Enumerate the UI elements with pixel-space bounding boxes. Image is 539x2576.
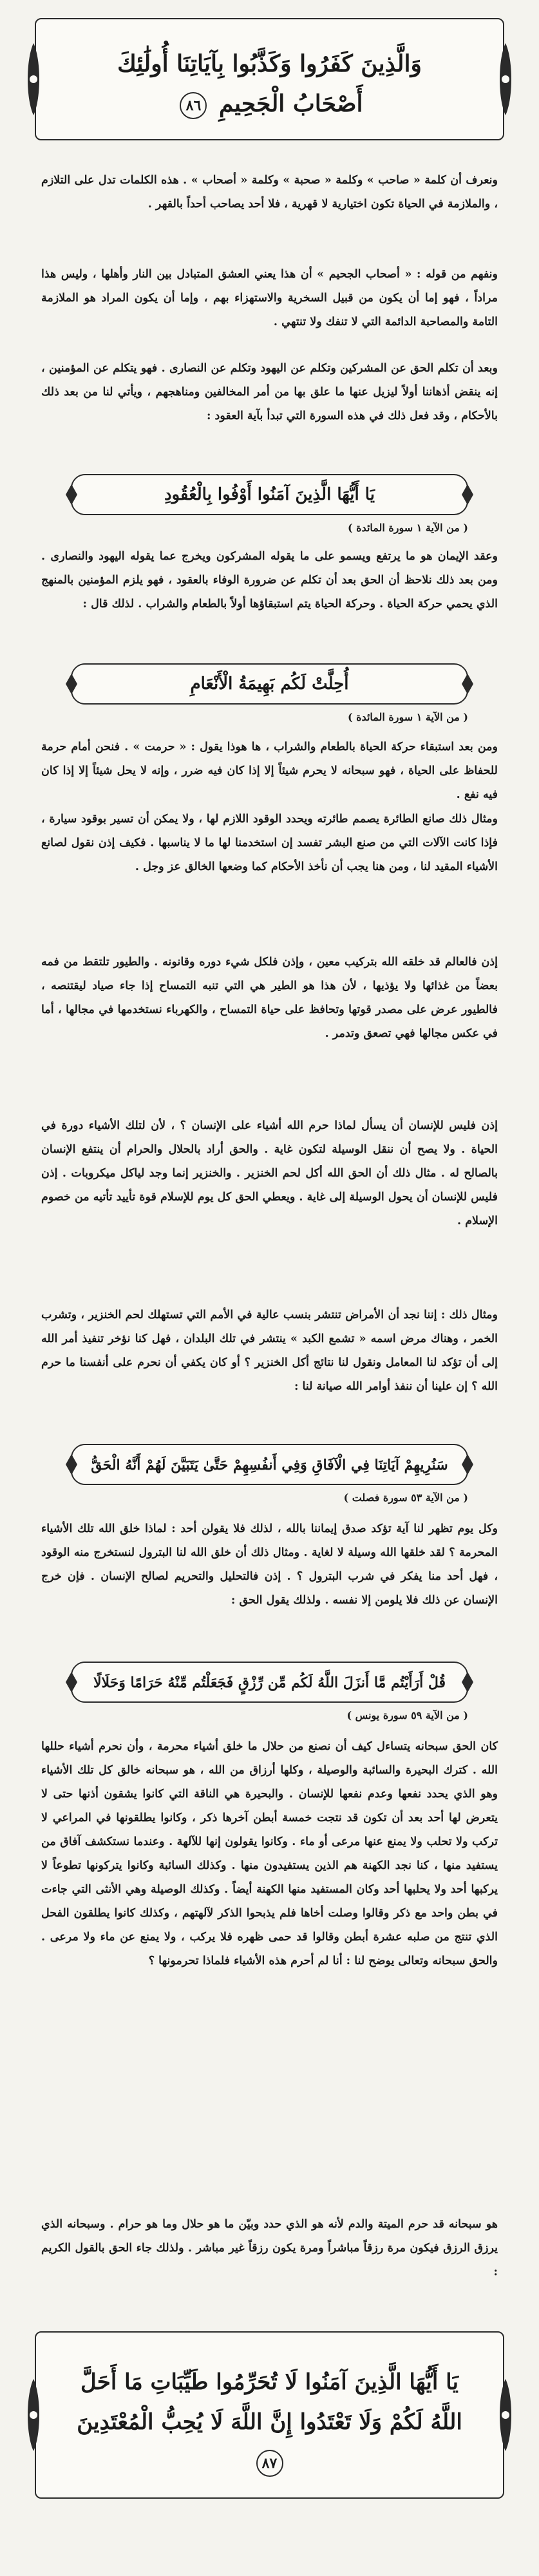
verse-cap-right-icon — [462, 1454, 473, 1475]
inline-verse-4 — [71, 1662, 468, 1703]
paragraph-5: وكل يوم تظهر لنا آية تؤكد صدق إيماننا بالله ، لذلك فلا يقولن أحد : لماذا خلق الله تلك الأشياء المحرمة ؟ لقد خلقها الله وسيلة لا لغاية . ومثال ذلك أن خلق الله لنا البترول لنستخرج منه الوقود ، فهل أحد منا يفكر في شرب البترول ؟ . إذن فالتحليل والتحريم لصالح الإنسان . فإن خرج الإنسان عن ذلك فلا يلومن إلا نفسه . ولذلك يقول الحق : — [41, 1522, 498, 1607]
verse-cap-right-icon — [462, 484, 473, 505]
frame-ornament-right-icon — [494, 2376, 517, 2454]
verse-cap-left-icon — [66, 484, 77, 505]
paragraph-intro-1: ونعرف أن كلمة « صاحب » وكلمة « صحبة » وكلمة « أصحاب » . هذه الكلمات تدل على التلازم ، والملازمة في الحياة تكون اختيارية لا قهرية ، فلا أحد يصاحب أحداً بالقهر . — [41, 174, 498, 211]
top-verse-frame — [35, 18, 504, 140]
bottom-verse-line-2: اللَّهُ لَكُمْ وَلَا تَعْتَدُوا إِنَّ اللَّهَ لَا يُحِبُّ الْمُعْتَدِينَ — [77, 2409, 462, 2435]
verse-cap-left-icon — [66, 1672, 77, 1692]
bottom-verse-line-1: يَا أَيُّهَا الَّذِينَ آمَنُوا لَا تُحَرِّمُوا طَيِّبَاتِ مَا أَحَلَّ — [80, 2369, 459, 2395]
source-2: ( من الآية ١ سورة المائدة ) — [348, 711, 468, 723]
inline-verse-4-text: قُلْ أَرَأَيْتُم مَّا أَنزَلَ اللَّهُ لَكُم مِّن رِّزْقٍ فَجَعَلْتُم مِّنْهُ حَرَامًا وَحَلَالًا — [93, 1674, 446, 1691]
paragraph-6b: هو سبحانه قد حرم الميتة والدم لأنه هو الذي حدد وبيّن ما هو حلال وما هو حرام . وسبحانه الذي يرزق الرزق فيكون مرة رزقاً مباشراً ومرة يكون رزقاً غير مباشر . ولذلك جاء الحق بالقول الكريم : — [41, 2218, 498, 2278]
paragraph-3c: إذن فالعالم قد خلقه الله بتركيب معين ، وإذن فلكل شيء دوره وقانونه . والطيور تلتقط من فمه بعضاً من غذائها ولا يؤذيها ، لأن هذا هو الطير هي التي تنبه التمساح إذا جاء صياد ليقتنصه ، فالطيور عرض على مصدر قوتها وتحافظ على حياة التمساح ، والكهرباء نستخدمها في مجالها ، أما في عكس مجالها فهي تصعق وتدمر . — [41, 956, 498, 1040]
paragraph-4b: ومثال ذلك : إننا نجد أن الأمراض تنتشر بنسب عالية في الأمم التي تستهلك لحم الخنزير ، وتشرب الخمر ، وهناك مرض اسمه « تشمع الكبد » ينتشر في تلك البلدان ، فهل كنا نؤخر تنفيذ أمر الله إلى أن تؤكد لنا المعامل ونقول لنا نتائج أكل الخنزير ؟ أو كان يكفي أن نحرم على أنفسنا ما حرم الله ؟ إن علينا أن ننفذ أوامر الله صيانة لنا : — [41, 1309, 498, 1393]
verse-cap-left-icon — [66, 674, 77, 694]
source-1: ( من الآية ١ سورة المائدة ) — [348, 522, 468, 534]
frame-ornament-right-icon — [494, 41, 517, 118]
inline-verse-1-text: يَا أَيُّهَا الَّذِينَ آمَنُوا أَوْفُوا بِالْعُقُودِ — [164, 485, 375, 504]
paragraph-3a: ومن بعد استبقاء حركة الحياة بالطعام والشراب ، ها هوذا يقول : « حرمت » . فنحن أمام حرمة للحفاظ على الحياة ، فهو سبحانه لا يحرم شيئاً إلا إذا كان فيه ضرر ، وإنه لا يحل شيئاً إلا إذا كان فيه نفع . — [41, 741, 498, 801]
inline-verse-1 — [71, 474, 468, 515]
source-3: ( من الآية ٥٣ سورة فصلت ) — [343, 1492, 468, 1504]
paragraph-intro-2: ونفهم من قوله : « أصحاب الجحيم » أن هذا يعني العشق المتبادل بين النار وأهلها ، وليس هذا مراداً ، فهو إما أن يكون من قبيل السخرية والاستهزاء بهم ، وإما أن يكون المراد هو الملازمة التامة والمصاحبة الدائمة التي لا تنفك ولا تنتهي . — [41, 268, 498, 328]
verse-cap-left-icon — [66, 1454, 77, 1475]
inline-verse-3 — [71, 1444, 468, 1485]
paragraph-6a: كان الحق سبحانه يتساءل كيف أن نصنع من حلال ما خلق أشياء محرمة ، وأن نحرم أشياء حللها الله . كترك البحيرة والسائبة والوصيلة ، وكلها أرزاق من الله ، هو سبحانه خالق كل تلك الأشياء وهو الذي يحدد نفعها وعدم نفعها للإنسان . والبحيرة هي الناقة التي كانوا يشقون أذنها حتى لا يتعرض لها أحد بعد أن تكون قد نتجت خمسة أبطن آخرها ذكر ، وكانوا يطلقونها في المراعي لا تركب ولا تحلب ولا يمنع عنها مرعى أو ماء . وكانوا يقولون إنها للآلهة . وعندما نستكشف آفاق من يستفيد منها ، كنا نجد الكهنة هم الذين يستفيدون منها . وكذلك السائبة وكانوا يتركونها تطوعاً لا يركبها أحد ولا يحلبها أحد وكان المستفيد منها الكهنة أيضاً . وكذلك الوصيلة وهي الأنثى التي جاءت في بطن واحد مع ذكر وقالوا وصلت أخاها فلم يذبحوا الذكر لآلهتهم ، وكذلك كانوا يطلقون الفحل الذي تنتج من صلبه عشرة أبطن وقالوا قد حمى ظهره فلا يركب ، ولا يمنع عن ماء ولا مرعى . والحق سبحانه وتعالى يوضح لنا : أنا لم أحرم هذه الأشياء فلماذا تحرمونها ؟ — [41, 1740, 498, 1967]
top-verse-line-1: وَالَّذِينَ كَفَرُوا وَكَذَّبُوا بِآيَاتِنَا أُولَٰئِكَ — [117, 50, 422, 77]
paragraph-intro-3: وبعد أن تكلم الحق عن المشركين وتكلم عن اليهود وتكلم عن النصارى . فهو يتكلم عن المؤمنين ، إنه ينقض أذهاننا أولاً ليزيل عنها ما علق بها من أمر المخالفين ومناهجهم ، ويأتي لنا من بعد ذلك بالأحكام ، وقد فعل ذلك في هذه السورة التي تبدأ بآية العقود : — [41, 362, 498, 422]
inline-verse-2-text: أُحِلَّتْ لَكُم بَهِيمَةُ الْأَنْعَامِ — [190, 674, 349, 694]
inline-verse-2 — [71, 663, 468, 705]
frame-ornament-left-icon — [22, 2376, 45, 2454]
top-verse-line-2: أَصْحَابُ الْجَحِيمِ — [219, 90, 363, 117]
bottom-verse-frame — [35, 2331, 504, 2499]
paragraph-2: وعقد الإيمان هو ما يرتفع ويسمو على ما يقوله المشركون ويخرج عما يقوله اليهود والنصارى . ومن بعد ذلك نلاحظ أن الحق بعد أن تكلم عن ضرورة الوفاء بالعقود ، فهو يلزم المؤمنين بالمنهج الذي يحمي حركة الحياة . وحركة الحياة يتم استبقاؤها أولاً بالطعام والشراب . لذلك قال : — [41, 550, 498, 611]
source-4: ( من الآية ٥٩ سورة يونس ) — [346, 1709, 468, 1721]
verse-cap-right-icon — [462, 1672, 473, 1692]
frame-ornament-left-icon — [22, 41, 45, 118]
verse-cap-right-icon — [462, 674, 473, 694]
bottom-verse-number: ٨٧ — [256, 2450, 283, 2477]
paragraph-3b: ومثال ذلك صانع الطائرة يصمم طائرته ويحدد الوقود اللازم لها ، ولا يمكن أن تسير بوقود سيارة ، فإذا كانت الآلات التي من صنع البشر تفسد إن استخدمنا لها ما لا يناسبها . فكيف إذن نقول لصانع الأشياء المقيد لنا ، ومن هنا يجب أن نأخذ الأحكام كما وضعها الخالق عز وجل . — [41, 813, 498, 873]
paragraph-4a: إذن فليس للإنسان أن يسأل لماذا حرم الله أشياء على الإنسان ؟ ، لأن لتلك الأشياء دورة في الحياة . ولا يصح أن ننقل الوسيلة لتكون غاية . والحق أراد بالحلال والحرام أن ينتفع الإنسان بالصالح له . مثال ذلك أن الحق الله أكل لحم الخنزير . والخنزير إنما وجد لياكل ميكروبات . إذن فليس للإنسان أن يحول الوسيلة إلى غاية . ويعطي الحق كل يوم للإسلام قوة تأييد تأتيه من خصوم الإسلام . — [41, 1119, 498, 1227]
inline-verse-3-text: سَنُرِيهِمْ آيَاتِنَا فِي الْآفَاقِ وَفِي أَنفُسِهِمْ حَتَّىٰ يَتَبَيَّنَ لَهُمْ أَنَّهُ الْحَقُّ — [91, 1457, 448, 1473]
top-verse-number: ٨٦ — [180, 92, 207, 119]
